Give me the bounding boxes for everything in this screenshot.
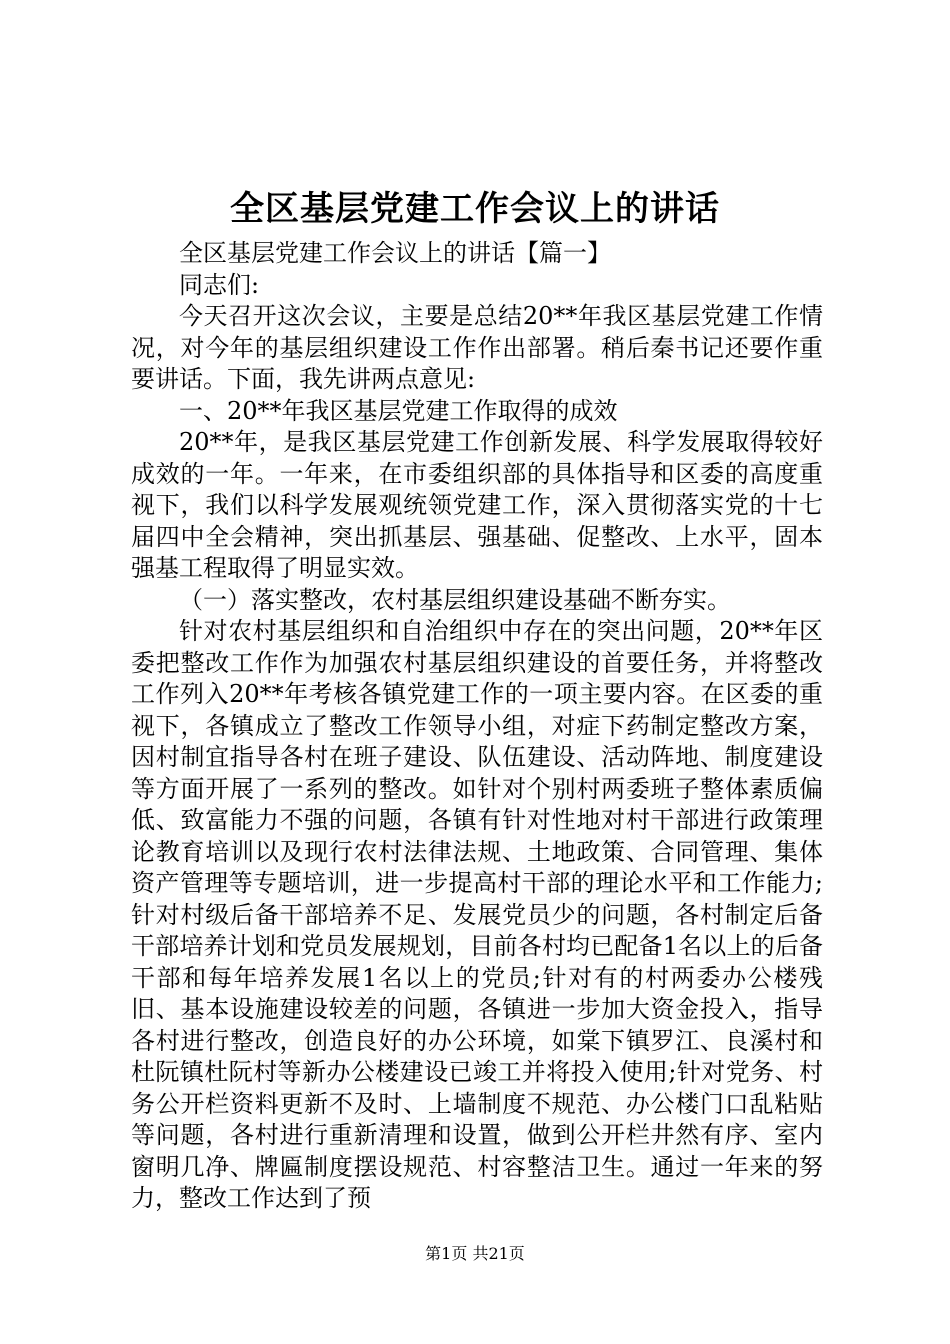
page-footer: 第1页 共21页 xyxy=(425,1244,525,1263)
paragraph: 今天召开这次会议，主要是总结20**年我区基层党建工作情况，对今年的基层组织建设工作作出部署。稍后秦书记还要作重要讲话。下面，我先讲两点意见: xyxy=(131,302,823,393)
subheading: （一）落实整改，农村基层组织建设基础不断夯实。 xyxy=(179,585,731,614)
section-heading: 全区基层党建工作会议上的讲话【篇一】 xyxy=(179,239,611,267)
document-body xyxy=(131,238,823,1215)
paragraph: 针对农村基层组织和自治组织中存在的突出问题，20**年区委把整改工作作为加强农村基层组织建设的首要任务，并将整改工作列入20**年考核各镇党建工作的一项主要内容。在区委的重视下，各镇成立了整改工作领导小组，对症下药制定整改方案，因村制宜指导各村在班子建设、队伍建设、活动阵地、制度建设等方面开展了一系列的整改。如针对个别村两委班子整体素质偏低、致富能力不强的问题，各镇有针对性地对村干部进行政策理论教育培训以及现行农村法律法规、土地政策、合同管理、集体资产管理等专题培训，进一步提高村干部的理论水平和工作能力;针对村级后备干部培养不足、发展党员少的问题，各村制定后备干部培养计划和党员发展规划，目前各村均已配备1名以上的后备干部和每年培养发展1名以上的党员;针对有的村两委办公楼残旧、基本设施建设较差的问题，各镇进一步加大资金投入，指导各村进行整改，创造良好的办公环境，如棠下镇罗江、良溪村和杜阮镇杜阮村等新办公楼建设已竣工并将投入使用;针对党务、村务公开栏资料更新不及时、上墙制度不规范、办公楼门口乱粘贴等问题，各村进行重新清理和设置，做到公开栏井然有序、室内窗明几净、牌匾制度摆设规范、村容整洁卫生。通过一年来的努力，整改工作达到了预 xyxy=(131,617,823,1212)
document-title: 全区基层党建工作会议上的讲话 xyxy=(230,189,720,229)
subheading: 一、20**年我区基层党建工作取得的成效 xyxy=(179,396,618,425)
paragraph: 20**年，是我区基层党建工作创新发展、科学发展取得较好成效的一年。一年来，在市委组织部的具体指导和区委的高度重视下，我们以科学发展观统领党建工作，深入贯彻落实党的十七届四中全会精神，突出抓基层、强基础、促整改、上水平，固本强基工程取得了明显实效。 xyxy=(131,428,823,582)
salutation: 同志们: xyxy=(179,270,260,299)
